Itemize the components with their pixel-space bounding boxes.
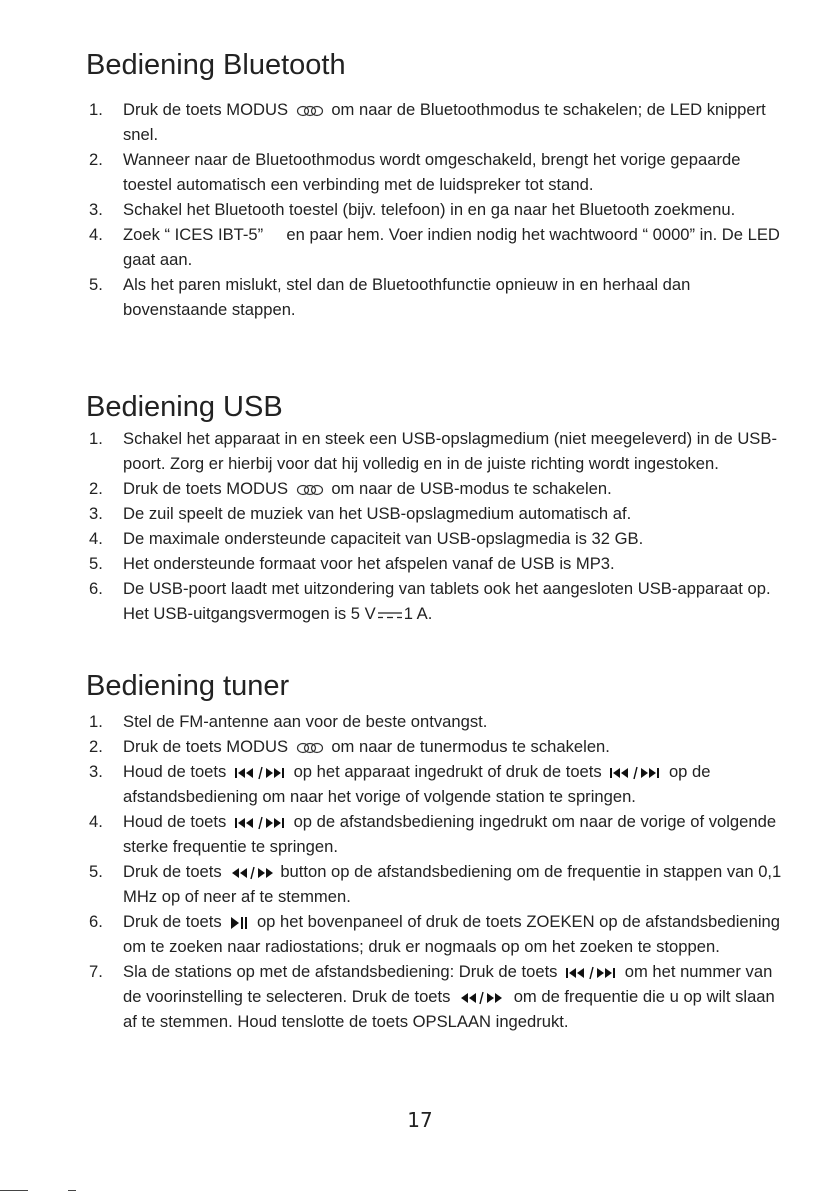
- item-number: 1.: [89, 429, 103, 448]
- item-text: Als het paren mislukt, stel dan de Bluetoothfunctie opnieuw in en herhaal dan bovenstaande stappen.: [123, 275, 691, 319]
- skip-prev-next-icon: [234, 816, 286, 830]
- item-text: om het nummer van de voorinstelling te selecteren. Druk de toets: [123, 962, 773, 1006]
- item-number: 3.: [89, 504, 103, 523]
- item-text: en paar hem. Voer indien nodig het wachtwoord “ 0000” in. De LED gaat aan.: [123, 225, 780, 269]
- item-text: button op de afstandsbediening om de frequentie in stappen van 0,1 MHz op of neer af te stemmen.: [123, 862, 782, 906]
- skip-prev-next-icon: [609, 766, 661, 780]
- list-item: [86, 551, 786, 576]
- item-text: De USB-poort laadt met uitzondering van tablets ook het aangesloten USB-apparaat op. Het USB-uitgangsvermogen is 5 V: [123, 579, 771, 623]
- item-text: op de afstandsbediening ingedrukt om naar de vorige of volgende sterke frequentie te springen.: [123, 812, 777, 856]
- item-text: 1 A.: [403, 604, 433, 623]
- mode-button-icon: [296, 105, 324, 117]
- crop-mark: [0, 1190, 28, 1191]
- item-text: Druk de toets MODUS: [123, 100, 289, 119]
- item-text: De zuil speelt de muziek van het USB-opslagmedium automatisch af.: [123, 504, 632, 523]
- rewind-forward-icon: [229, 866, 277, 880]
- item-number: 7.: [89, 962, 103, 981]
- mode-button-icon: [296, 742, 324, 754]
- item-text: Stel de FM-antenne aan voor de beste ontvangst.: [123, 712, 488, 731]
- item-number: 6.: [89, 579, 103, 598]
- item-number: 4.: [89, 529, 103, 548]
- bluetooth-steps: [86, 97, 786, 322]
- item-number: 1.: [89, 100, 103, 119]
- item-text: Druk de toets MODUS: [123, 737, 289, 756]
- list-item: [86, 734, 786, 759]
- item-text: op het bovenpaneel of druk de toets ZOEKEN op de afstandsbediening om te zoeken naar radiostations; druk er nogmaals op om het zoeken te stoppen.: [123, 912, 781, 956]
- item-text: op de afstandsbediening om naar het vorige of volgende station te springen.: [123, 762, 711, 806]
- heading-bluetooth: Bediening Bluetooth: [86, 49, 346, 81]
- item-text: Zoek “ ICES IBT-5”: [123, 225, 264, 244]
- rewind-forward-icon: [458, 991, 506, 1005]
- usb-steps: [86, 426, 786, 626]
- item-number: 2.: [89, 150, 103, 169]
- list-item: [86, 147, 786, 197]
- item-text: Druk de toets MODUS: [123, 479, 289, 498]
- item-number: 5.: [89, 275, 103, 294]
- list-item: [86, 859, 786, 909]
- list-item: [86, 909, 786, 959]
- item-text: Houd de toets: [123, 762, 227, 781]
- item-text: om naar de tunermodus te schakelen.: [331, 737, 610, 756]
- item-text: Schakel het Bluetooth toestel (bijv. telefoon) in en ga naar het Bluetooth zoekmenu.: [123, 200, 736, 219]
- page-number: 17: [407, 1108, 433, 1132]
- play-pause-icon: [229, 915, 249, 931]
- item-number: 3.: [89, 762, 103, 781]
- list-item: [86, 709, 786, 734]
- item-text: om de frequentie die u op wilt slaan af te stemmen. Houd tenslotte de toets OPSLAAN ingedrukt.: [123, 987, 775, 1031]
- heading-tuner: Bediening tuner: [86, 670, 290, 702]
- item-number: 4.: [89, 812, 103, 831]
- item-number: 5.: [89, 862, 103, 881]
- item-number: 1.: [89, 712, 103, 731]
- item-number: 2.: [89, 737, 103, 756]
- item-text: om naar de Bluetoothmodus te schakelen; de LED knippert snel.: [123, 100, 766, 144]
- heading-usb: Bediening USB: [86, 391, 283, 423]
- list-item: [86, 222, 786, 272]
- mode-button-icon: [296, 484, 324, 496]
- item-text: Druk de toets: [123, 912, 222, 931]
- item-text: Sla de stations op met de afstandsbediening: Druk de toets: [123, 962, 558, 981]
- list-item: [86, 759, 786, 809]
- item-text: De maximale ondersteunde capaciteit van USB-opslagmedia is 32 GB.: [123, 529, 644, 548]
- item-text: om naar de USB-modus te schakelen.: [331, 479, 612, 498]
- item-text: Schakel het apparaat in en steek een USB-opslagmedium (niet meegeleverd) in de USB-poort. Zorg er hierbij voor dat hij volledig en in de juiste richting wordt ingestoken.: [123, 429, 777, 473]
- item-number: 6.: [89, 912, 103, 931]
- direct-current-icon: [377, 610, 403, 620]
- list-item: [86, 959, 786, 1034]
- item-text: Houd de toets: [123, 812, 227, 831]
- tuner-steps: [86, 709, 786, 1034]
- list-item: [86, 426, 786, 476]
- skip-prev-next-icon: [565, 966, 617, 980]
- crop-mark: [68, 1190, 76, 1191]
- list-item: [86, 576, 786, 626]
- list-item: [86, 272, 786, 322]
- item-number: 5.: [89, 554, 103, 573]
- item-text: op het apparaat ingedrukt of druk de toets: [293, 762, 602, 781]
- list-item: [86, 501, 786, 526]
- item-text: Druk de toets: [123, 862, 222, 881]
- item-text: Het ondersteunde formaat voor het afspelen vanaf de USB is MP3.: [123, 554, 615, 573]
- list-item: [86, 197, 786, 222]
- list-item: [86, 476, 786, 501]
- item-number: 3.: [89, 200, 103, 219]
- item-text: Wanneer naar de Bluetoothmodus wordt omgeschakeld, brengt het vorige gepaarde toestel automatisch een verbinding met de luidspreker tot stand.: [123, 150, 741, 194]
- list-item: [86, 809, 786, 859]
- skip-prev-next-icon: [234, 766, 286, 780]
- item-number: 2.: [89, 479, 103, 498]
- list-item: [86, 526, 786, 551]
- item-number: 4.: [89, 225, 103, 244]
- list-item: [86, 97, 786, 147]
